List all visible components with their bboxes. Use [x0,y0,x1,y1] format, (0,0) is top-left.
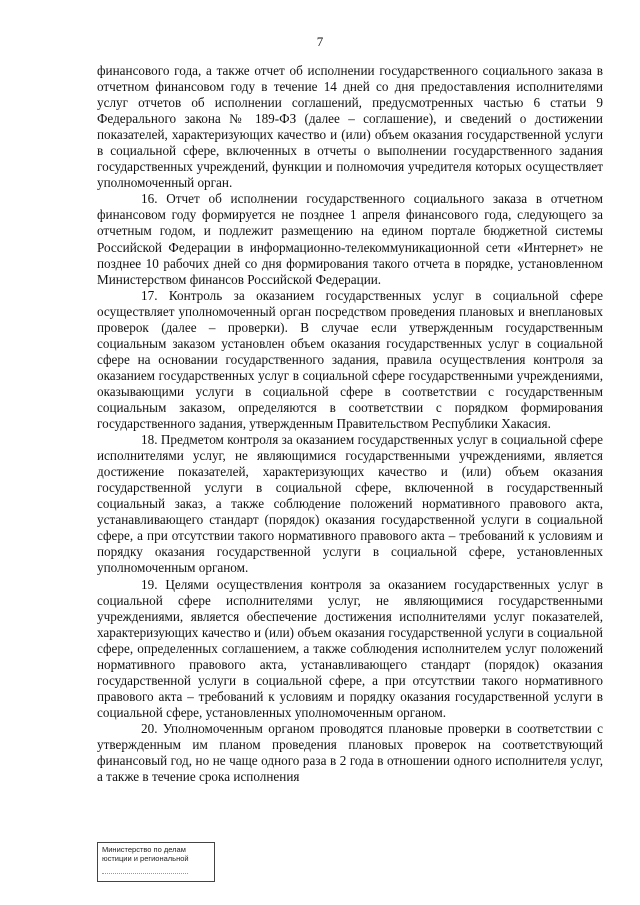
registration-stamp [97,842,215,882]
paragraph-20: 20. Уполномоченным органом проводятся плановые проверки в соответствии с утвержденным им планом проведения плановых проверок на соответствующий финансовый год, но не чаще одного раза в 2 года в отношении одного исполнителя услуг, а также в течение срока исполнения [97,720,603,785]
paragraph-17: 17. Контроль за оказанием государственных услуг в социальной сфере осуществляет уполномоченный орган посредством проведения плановых и внеплановых проверок (далее – проверки). В случае если утвержденным государственным социальным заказом установлен объем оказания государственных услуг в социальной сфере на основании государственного задания, правила осуществления контроля за оказанием государственных услуг в социальной сфере государственными учреждениями, оказывающими услуги в социальной сфере в соответствии с государственным социальным заказом, определяются в соответствии с порядком формирования государственного задания, утвержденным Правительством Республики Хакасия. [97,287,603,432]
stamp-line-2: юстиции и региональной [102,854,189,863]
stamp-line-1: Министерство по делам [102,845,186,854]
page-number: 7 [316,34,324,49]
paragraph-16: 16. Отчет об исполнении государственного социального заказа в отчетном финансовом году формируется не позднее 1 апреля финансового года, следующего за отчетным годом, и подлежит размещению на едином портале бюджетной системы Российской Федерации в информационно-телекоммуникационной сети «Интернет» не позднее 10 рабочих дней со дня формирования такого отчета в порядке, установленном Министерством финансов Российской Федерации. [97,191,603,287]
document-body [97,63,603,785]
paragraph-continuation: финансового года, а также отчет об исполнении государственного социального заказа в отчетном финансовом году в течение 14 дней со дня предоставления исполнителями услуг отчетов об исполнении соглашений, предусмотренных частью 6 статьи 9 Федерального закона № 189-ФЗ (далее – соглашение), и сведений о достижении показателей, характеризующих качество и (или) объем оказания государственной услуги в социальной сфере, включенных в отчеты о выполнении государственного задания государственных учреждений, функции и полномочия учредителя которых осуществляет уполномоченный орган. [97,63,603,191]
stamp-faint-line [102,865,188,874]
paragraph-19: 19. Целями осуществления контроля за оказанием государственных услуг в социальной сфере исполнителями услуг, не являющимися государственными учреждениями, является обеспечение достижения исполнителями услуг показателей, характеризующих качество и (или) объем оказания государственной услуги в социальной сфере, определенных соглашением, а также соблюдения исполнителем услуг положений нормативного правового акта, устанавливающего стандарт (порядок) оказания государственной услуги в социальной сфере, а при отсутствии такого нормативного правового акта – требований к условиям и порядку оказания государственной услуги в социальной сфере, установленных уполномоченным органом. [97,576,603,720]
paragraph-18: 18. Предметом контроля за оказанием государственных услуг в социальной сфере исполнителями услуг, не являющимися государственными учреждениями, является достижение показателей, характеризующих качество и (или) объем оказания государственной услуги в социальной сфере, включенной в государственный социальный заказ, а также соблюдение положений нормативного правового акта, устанавливающего стандарт (порядок) оказания государственной услуги в социальной сфере, а при отсутствии такого нормативного правового акта – требований к условиям и порядку оказания государственной услуги в социальной сфере, установленных уполномоченным органом. [97,432,603,576]
